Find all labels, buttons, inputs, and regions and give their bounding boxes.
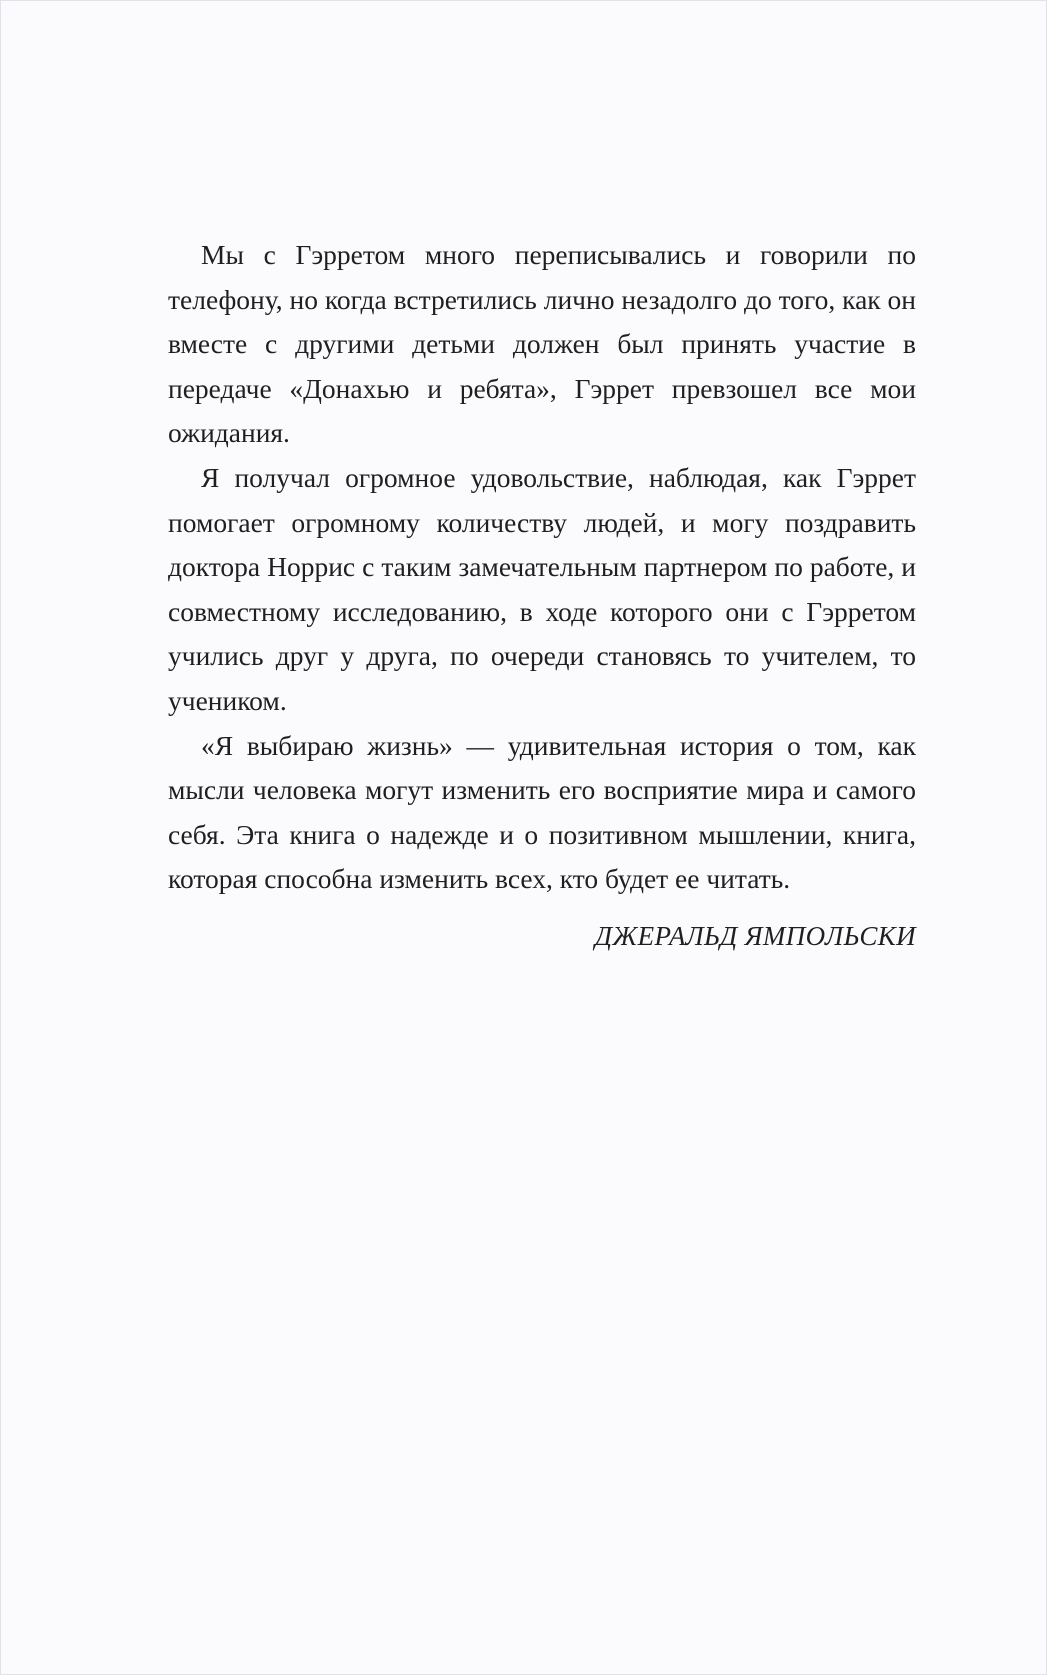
paragraph-3: «Я выбираю жизнь» — удивительная история о том, как мысли человека могут изменить его восприятие мира и самого себя. Эта книга о надежде и о позитивном мышлении, книга, которая способна изменить всех, кто будет ее читать. [168,729,916,895]
main-text [168,233,916,959]
paragraph-2: Я получал огромное удовольствие, наблюдая, как Гэррет помогает огромному количеству людей, и могу поздравить доктора Норрис с таким замечательным партнером по работе, и совместному исследованию, в ходе которого они с Гэрретом учились друг у друга, по очереди становясь то учителем, то учеником. [168,461,916,716]
author-signature: ДЖЕРАЛЬД ЯМПОЛЬСКИ [594,920,916,951]
paragraph-1: Мы с Гэрретом много переписывались и говорили по телефону, но когда встретились лично незадолго до того, как он вместе с другими детьми должен был принять участие в передаче «Донахью и ребята», Гэррет превзошел все мои ожидания. [168,239,916,449]
